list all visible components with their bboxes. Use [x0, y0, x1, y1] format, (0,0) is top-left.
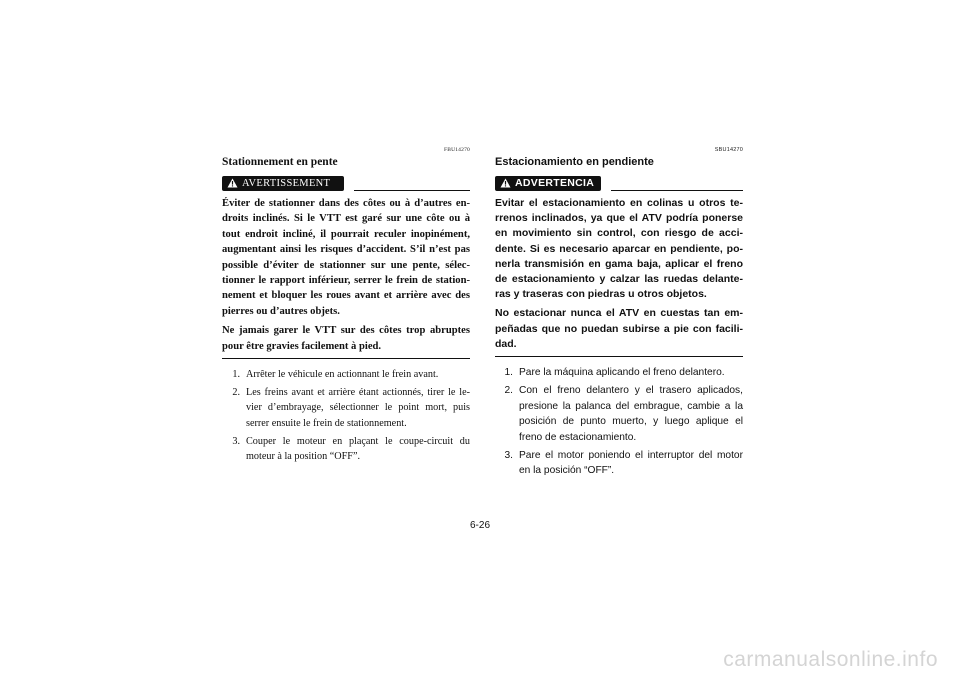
steps-list: [222, 367, 470, 464]
step-number: 3.: [504, 450, 513, 462]
warning-rule: [611, 176, 743, 191]
step-number: 1.: [232, 369, 240, 381]
step-text: Arrêter le véhicule en actionnant le frein avant.: [246, 369, 439, 381]
warning-triangle-icon: [227, 178, 238, 188]
french-column: [222, 147, 470, 467]
page-number: 6-26: [469, 520, 490, 531]
watermark: carmanualsonline.info: [723, 648, 938, 671]
list-item: [495, 383, 743, 445]
section-heading: Stationnement en pente: [222, 156, 338, 168]
step-number: 2.: [504, 385, 513, 397]
warning-label: AVERTISSEMENT: [242, 177, 331, 189]
warning-header: [495, 175, 743, 191]
step-number: 1.: [504, 367, 513, 379]
list-item: [222, 385, 470, 431]
warning-paragraph: Éviter de stationner dans des côtes ou à d’autres en-droits inclinés. Si le VTT est garé sur une côte ou à tout endroit incliné, il pourrait reculer inopinément, augmentant ainsi les risques d’accident. S’il n’est pas possible d’éviter de stationner sur une pente, sélec-tionner le rapport inférieur, serrer le frein de station-nement et bloquer les roues avant et arrière avec des pierres ou d’autres objets.: [222, 198, 470, 317]
step-text: Les freins avant et arrière étant actionnés, tirer le le-vier d’embrayage, sélectionner le point mort, puis serrer ensuite le frein de stationnement.: [246, 387, 470, 429]
section-code: FBU14270: [443, 147, 470, 153]
step-text: Couper le moteur en plaçant le coupe-circuit du moteur à la position “OFF”.: [246, 435, 470, 463]
section-heading: Estacionamiento en pendiente: [495, 156, 654, 168]
list-item: [222, 434, 470, 464]
warning-triangle-icon: [500, 178, 511, 188]
warning-text: [222, 196, 470, 354]
section-code: SBU14270: [714, 147, 743, 153]
warning-paragraph: Evitar el estacionamiento en colinas u otros te-rrenos inclinados, ya que el ATV podría ponerse en movimiento sin control, con riesgo de acci-dente. Si es necesario aparcar en pendiente, po-nerla transmisión en gama baja, aplicar el freno de estacionamiento y calzar las ruedas delante-ras y traseras con piedras u otros objetos.: [495, 197, 743, 301]
divider: [222, 358, 470, 359]
warning-rule: [354, 176, 470, 191]
divider: [495, 356, 743, 357]
step-text: Pare el motor poniendo el interruptor del motor en la posición “OFF”.: [519, 450, 743, 477]
warning-text: [495, 196, 743, 352]
step-text: Con el freno delantero y el trasero aplicados, presione la palanca del embrague, cambie a la posición de punto muerto, y luego aplique el freno de estacionamiento.: [519, 385, 743, 443]
warning-header: [222, 175, 470, 191]
list-item: [222, 367, 470, 382]
list-item: [495, 365, 743, 380]
warning-badge: [495, 176, 601, 191]
step-text: Pare la máquina aplicando el freno delantero.: [519, 367, 725, 379]
warning-badge: [222, 176, 344, 191]
steps-list: [495, 365, 743, 479]
warning-paragraph: No estacionar nunca el ATV en cuestas tan em-peñadas que no puedan subirse a pie con facili-dad.: [495, 307, 743, 350]
step-number: 2.: [232, 387, 240, 399]
list-item: [495, 448, 743, 479]
spanish-column: [495, 147, 743, 482]
step-number: 3.: [232, 435, 240, 447]
warning-paragraph: Ne jamais garer le VTT sur des côtes trop abruptes pour être gravies facilement à pied.: [222, 325, 470, 352]
warning-label: ADVERTENCIA: [515, 177, 595, 189]
